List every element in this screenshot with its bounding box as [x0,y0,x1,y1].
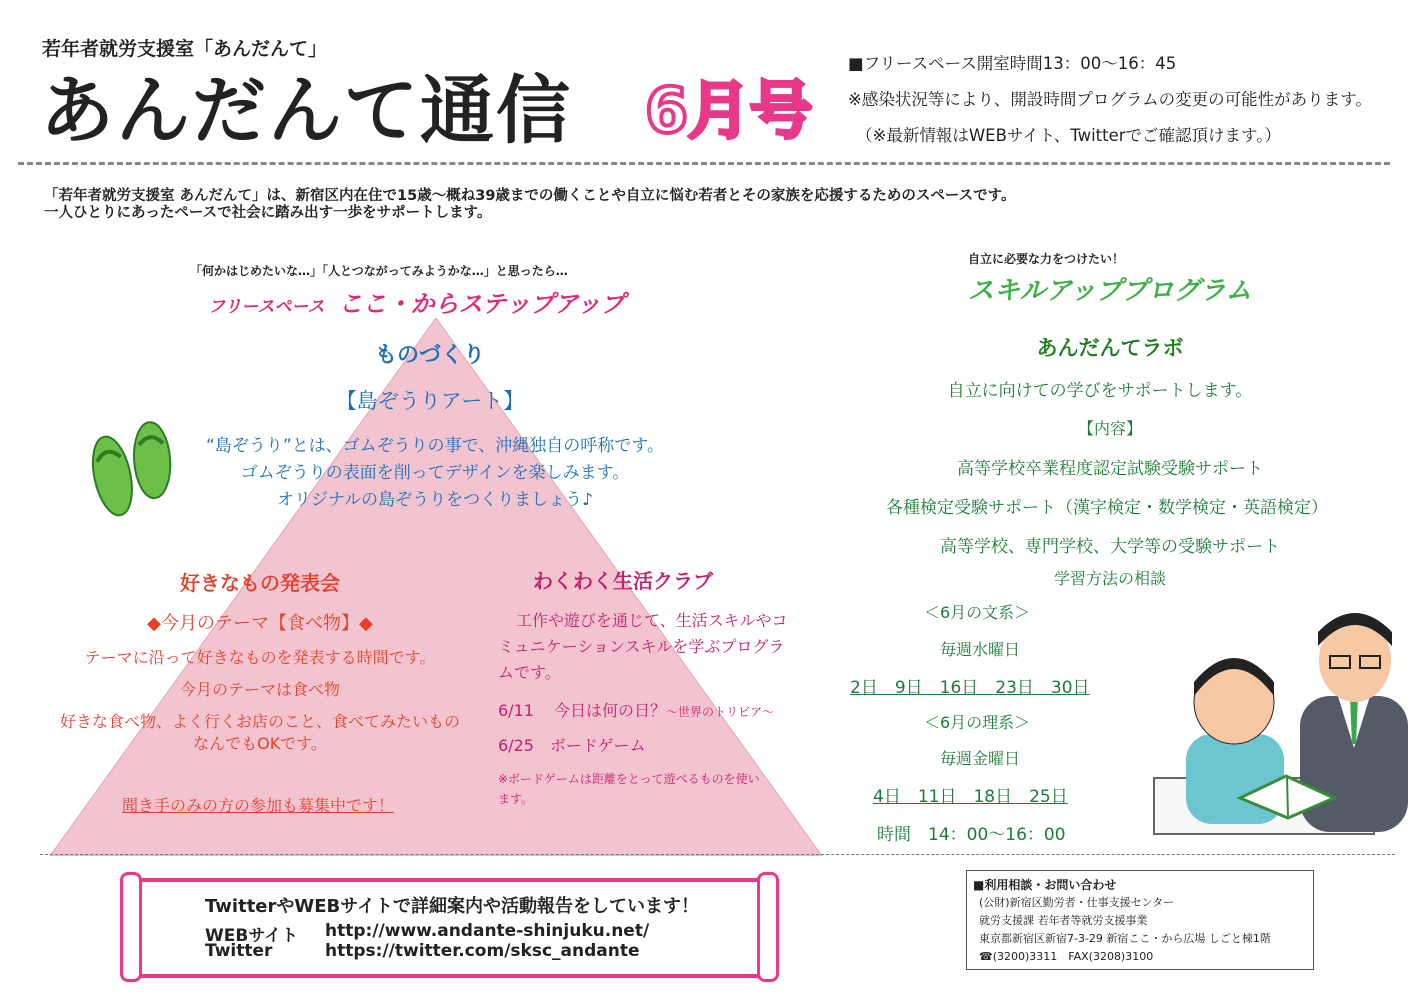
club-line-3: ムです。 [498,663,561,682]
club-heading: わくわく生活クラブ [533,569,713,593]
header-divider [18,162,1390,165]
club-event-1 [498,698,774,721]
happyokai-line-2: 今月のテーマは食べ物 [179,680,340,699]
happyokai-line-1: テーマに沿って好きなものを発表する時間です。 [84,648,436,667]
lab-item-2: 各種検定受験サポート（漢字検定・数学検定・英語検定） [886,498,1328,518]
study-illustration [1150,598,1412,838]
scroll-right-roll [757,872,779,982]
bunkei-dates: 2日 9日 16日 23日 30日 [850,678,1090,698]
skillup-title: スキルアッププログラム [968,276,1252,306]
sns-headline: TwitterやWEBサイトで詳細案内や活動報告をしています！ [205,896,700,917]
club-note-line-1: ※ボードゲームは距離をとって遊べるものを使い [498,772,760,786]
happyokai-theme: ◆今月のテーマ【食べ物】◆ [147,613,373,634]
footer-divider [40,854,1395,855]
monozukuri-line-1: “島ぞうり”とは、ゴムぞうりの事で、沖縄独自の呼称です。 [206,436,664,456]
club-event-1-title: 今日は何の日？ [553,701,666,720]
contact-phone: ☎(3200)3311 FAX(3208)3100 [979,950,1154,963]
monozukuri-line-3: オリジナルの島ぞうりをつくりましょう♪ [277,490,593,510]
lab-content-label: 【内容】 [1077,419,1142,438]
latest-info-notice: （※最新情報はWEBサイト、Twitterでご確認頂けます。） [856,126,1281,145]
scroll-left-roll [120,872,142,982]
bunkei-label: ＜6月の文系＞ [924,603,1031,622]
monozukuri-heading: ものづくり [374,343,485,368]
rikei-day: 毎週金曜日 [940,749,1021,768]
web-label: WEBサイト [205,926,299,946]
happyokai-heading: 好きなもの発表会 [180,571,340,595]
club-event-1-sub: 〜世界のトリビア〜 [665,705,774,719]
twitter-url-link[interactable]: https://twitter.com/sksc_andante [325,941,640,961]
skillup-lead: 自立に必要な力をつけたい！ [968,252,1125,266]
freespace-title [208,284,624,319]
club-event-2: 6/25 ボードゲーム [498,736,646,755]
lab-item-4: 学習方法の相談 [1053,569,1166,588]
rikei-dates: 4日 11日 18日 25日 [873,787,1068,807]
lab-heading: あんだんてラボ [1036,336,1184,360]
club-line-1: 工作や遊びを通じて、生活スキルやコ [516,611,788,630]
twitter-label: Twitter [205,941,273,961]
contact-line-1: (公財)新宿区勤労者・仕事支援センター [979,896,1175,909]
monozukuri-line-2: ゴムぞうりの表面を削ってデザインを楽しみます。 [240,463,630,483]
lab-time: 時間 14：00〜16：00 [877,825,1066,845]
happyokai-line-4: なんでもOKです。 [193,734,327,753]
bunkei-day: 毎週水曜日 [940,640,1021,659]
lab-description: 自立に向けての学びをサポートします。 [947,381,1253,401]
covid-notice: ※感染状況等により、開設時間プログラムの変更の可能性があります。 [848,90,1372,109]
web-url-link[interactable]: http://www.andante-shinjuku.net/ [325,921,650,941]
newsletter-title: あんだんて通信 [40,68,572,154]
intro-line-1: 「若年者就労支援室 あんだんて」は、新宿区内在住で15歳〜概ね39歳までの働くことや自立に悩む若者とその家族を応援するためのスペースです。 [44,188,1016,204]
club-event-1-date: 6/11 [498,701,534,720]
rikei-label: ＜6月の理系＞ [924,713,1031,732]
happyokai-note: 聞き手のみの方の参加も募集中です！ [121,796,394,815]
lab-item-3: 高等学校、専門学校、大学等の受験サポート [940,537,1280,557]
contact-line-3: 東京都新宿区新宿7-3-29 新宿ここ・から広場 しごと棟1階 [979,932,1271,945]
intro-line-2: 一人ひとりにあったペースで社会に踏み出す一歩をサポートします。 [44,205,492,221]
monozukuri-subheading: 【島ぞうりアート】 [335,389,525,413]
organization-name: 若年者就労支援室「あんだんて」 [42,38,328,60]
contact-title: ■利用相談・お問い合わせ [973,878,1117,892]
happyokai-line-3: 好きな食べ物、よく行くお店のこと、食べてみたいもの [59,712,460,731]
issue-label: 6月号 [645,74,813,147]
club-note-line-2: ます。 [498,792,534,806]
lab-item-1: 高等学校卒業程度認定試験受験サポート [957,459,1263,479]
freespace-lead: 「何かはじめたいな…」「人とつながってみようかな…」と思ったら… [190,264,568,278]
freespace-program-name: ここ・からステップアップ [338,290,625,318]
sandals-icon [82,414,182,522]
open-hours: ■フリースペース開室時間13：00〜16：45 [848,54,1177,73]
freespace-label: フリースペース [208,297,325,317]
contact-line-2: 就労支援課 若年者等就労支援事業 [979,914,1148,927]
club-line-2: ミュニケーションスキルを学ぶプログラ [498,637,785,656]
